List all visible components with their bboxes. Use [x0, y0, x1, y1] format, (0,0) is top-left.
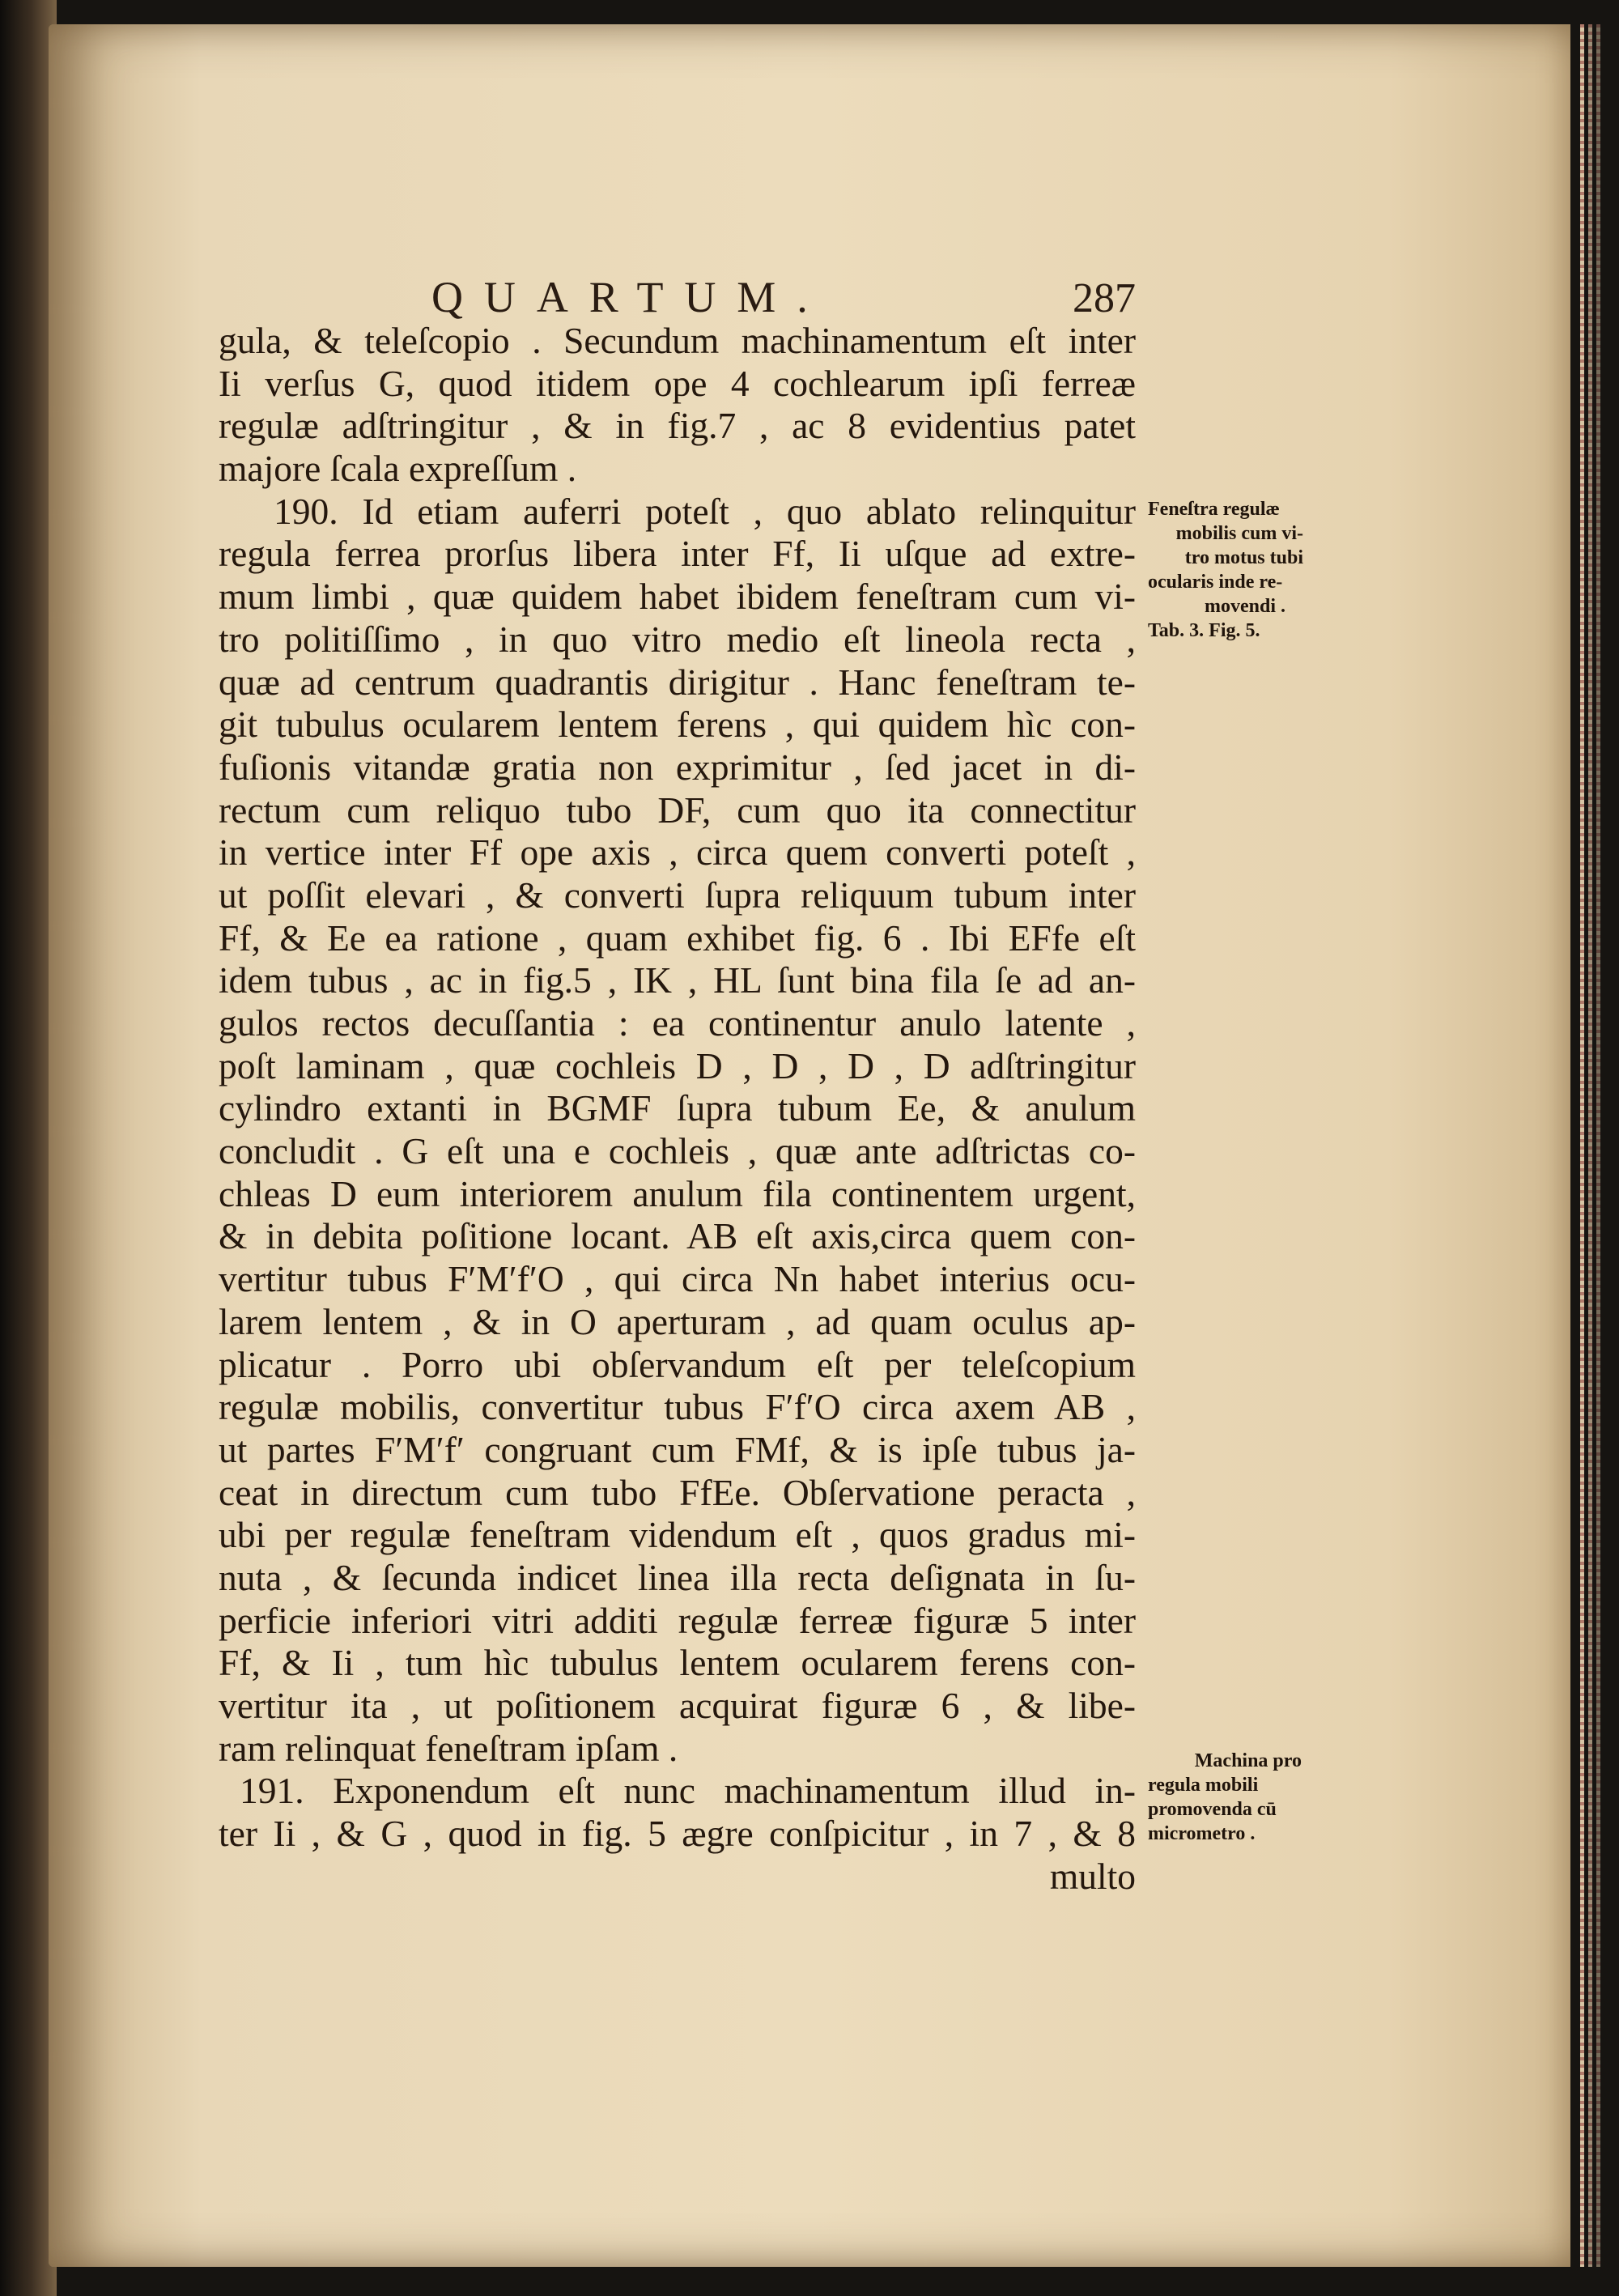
text-line: ut poſſit elevari , & converti ſupra reliquum tubum inter — [219, 874, 1136, 916]
text-line: fuſionis vitandæ gratia non exprimitur , ſed jacet in di- — [219, 746, 1136, 788]
text-line: majore ſcala expreſſum . — [219, 448, 577, 490]
catchword: multo — [1049, 1855, 1136, 1897]
text-line: gulos rectos decuſſantia : ea continentur anulo latente , — [219, 1002, 1136, 1044]
running-head: QUARTUM. — [431, 273, 829, 321]
margin-note-line: promovenda cū — [1148, 1799, 1277, 1820]
paragraph-191-start: 191. Exponendum eſt nunc machinamentum illud in- — [240, 1770, 1136, 1812]
text-line: tro politiſſimo , in quo vitro medio eſt lineola recta , — [219, 618, 1136, 660]
page-number: 287 — [1073, 275, 1136, 321]
text-line: Ff, & Ii , tum hìc tubulus lentem ocularem ferens con- — [219, 1642, 1136, 1684]
margin-note-line: ocularis inde re- — [1148, 572, 1283, 593]
page-header — [431, 266, 1136, 322]
text-line: chleas D eum interiorem anulum fila continentem urgent, — [219, 1172, 1136, 1214]
text-line: regulæ adſtringitur , & in fig.7 , ac 8 evidentius patet — [219, 405, 1136, 447]
text-line: in vertice inter Ff ope axis , circa quem converti poteſt , — [219, 831, 1136, 874]
margin-note-190 — [1148, 497, 1303, 643]
margin-note-line: Machina pro — [1194, 1750, 1302, 1771]
margin-note-line: micrometro . — [1148, 1823, 1256, 1844]
text-line: quæ ad centrum quadrantis dirigitur . Hanc feneſtram te- — [219, 661, 1136, 703]
margin-note-line: regula mobili — [1148, 1775, 1259, 1796]
text-line: regulæ mobilis, convertitur tubus F′f′O circa axem AB , — [219, 1386, 1136, 1428]
margin-note-line: Tab. 3. Fig. 5. — [1148, 620, 1260, 641]
text-line: ut partes F′M′f′ congruant cum FMf, & is ipſe tubus ja- — [219, 1428, 1136, 1470]
page-edge — [1580, 24, 1584, 2267]
text-line: cylindro extanti in BGMF ſupra tubum Ee, & anulum — [219, 1087, 1136, 1129]
paragraph-190-start: 190. Id etiam auferri poteſt , quo ablato relinquitur — [274, 490, 1136, 532]
margin-note-line: tro motus tubi — [1184, 547, 1303, 568]
page-edge — [1588, 24, 1592, 2267]
text-line: ceat in directum cum tubo FfEe. Obſervatione peracta , — [219, 1471, 1136, 1513]
text-line: rectum cum reliquo tubo DF, cum quo ita connectitur — [219, 789, 1136, 831]
text-line: git tubulus ocularem lentem ferens , qui quidem hìc con- — [219, 704, 1136, 746]
text-line: concludit . G eſt una e cochleis , quæ ante adſtrictas co- — [219, 1130, 1136, 1172]
text-line: idem tubus , ac in fig.5 , IK , HL ſunt bina fila ſe ad an- — [219, 959, 1136, 1001]
text-line: gula, & teleſcopio . Secundum machinamentum eſt inter — [219, 320, 1136, 361]
text-line: plicatur . Porro ubi obſervandum eſt per teleſcopium — [219, 1343, 1136, 1385]
text-line: regula ferrea prorſus libera inter Ff, Ii uſque ad extre- — [219, 533, 1136, 575]
margin-note-line: movendi . — [1205, 596, 1286, 617]
text-line: mum limbi , quæ quidem habet ibidem feneſtram cum vi- — [219, 576, 1136, 618]
text-line: nuta , & ſecunda indicet linea illa recta deſignata in ſu- — [219, 1556, 1136, 1598]
text-line: vertitur tubus F′M′f′O , qui circa Nn habet interius ocu- — [219, 1258, 1136, 1300]
text-line: Ff, & Ee ea ratione , quam exhibet fig. 6 . Ibi EFfe eſt — [219, 916, 1136, 959]
text-line: poſt laminam , quæ cochleis D , D , D , D adſtringitur — [219, 1044, 1136, 1086]
text-line: & in debita poſitione locant. AB eſt axis,circa quem con- — [219, 1215, 1136, 1257]
page-edge — [1596, 24, 1600, 2267]
text-line: ram relinquat feneſtram ipſam . — [219, 1727, 678, 1769]
margin-note-191 — [1148, 1749, 1302, 1846]
margin-note-line: mobilis cum vi- — [1175, 523, 1303, 544]
text-line: larem lentem , & in O aperturam , ad quam oculus ap- — [219, 1300, 1136, 1342]
margin-note-line: Feneſtra regulæ — [1148, 499, 1280, 520]
text-line: ubi per regulæ feneſtram videndum eſt , quos gradus mi- — [219, 1514, 1136, 1556]
text-line: vertitur ita , ut poſitionem acquirat figuræ 6 , & libe- — [219, 1685, 1136, 1726]
text-line: ter Ii , & G , quod in fig. 5 ægre conſpicitur , in 7 , & 8 — [219, 1813, 1136, 1855]
text-line: Ii verſus G, quod itidem ope 4 cochlearum ipſi ferreæ — [219, 362, 1136, 404]
body-text — [219, 320, 1136, 1898]
text-line: perficie inferiori vitri additi regulæ ferreæ figuræ 5 inter — [219, 1599, 1136, 1641]
